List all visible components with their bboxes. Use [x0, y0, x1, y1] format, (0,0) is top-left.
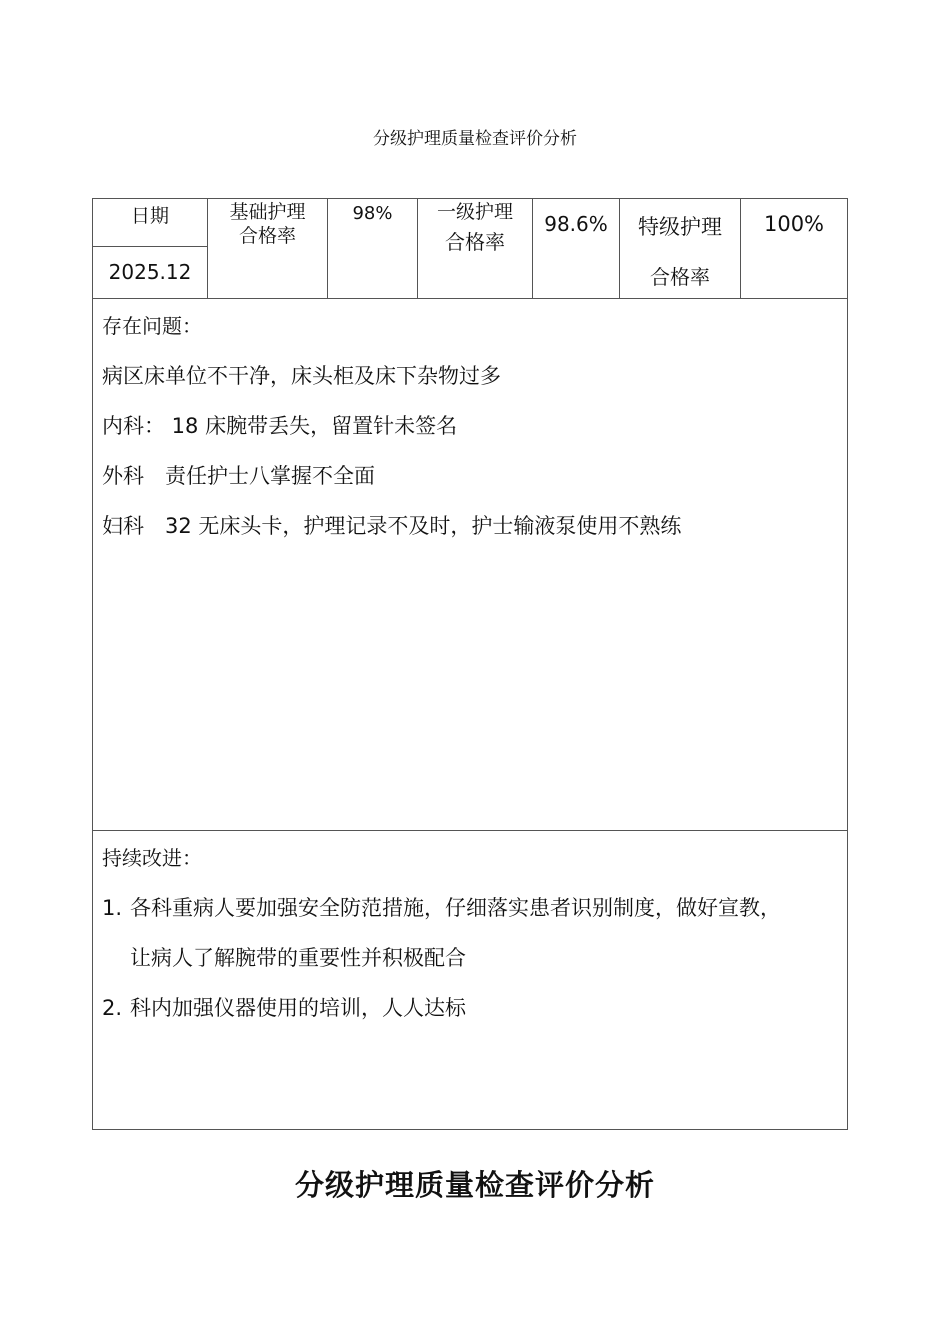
level1-care-label-line2: 合格率 — [445, 230, 505, 254]
special-care-label-line2: 合格率 — [650, 265, 710, 289]
basic-care-rate: 98% — [328, 199, 418, 298]
special-care-label-line1: 特级护理 — [638, 215, 722, 239]
date-value: 2025.12 — [108, 260, 192, 284]
improvement-section — [93, 831, 847, 1129]
item-text: 科内加强仪器使用的培训，人人达标 — [130, 996, 466, 1020]
special-care-rate: 100% — [763, 212, 825, 236]
item-text-continued: 让病人了解腕带的重要性并积极配合 — [130, 946, 466, 970]
special-care-label-cell — [620, 199, 741, 298]
item-number: 2. — [102, 996, 123, 1020]
item-text: 各科重病人要加强安全防范措施，仔细落实患者识别制度，做好宣教， — [130, 896, 781, 920]
level1-care-rate: 98.6% — [533, 199, 620, 298]
improvement-item — [102, 995, 847, 1021]
issue-line: 病区床单位不干净，床头柜及床下杂物过多 — [102, 364, 501, 388]
issues-section — [93, 299, 847, 831]
issue-line: 外科 责任护士八掌握不全面 — [102, 464, 375, 488]
improvement-item — [102, 895, 847, 971]
issue-line: 妇科 32 无床头卡，护理记录不及时，护士输液泵使用不熟练 — [102, 514, 682, 538]
date-cell — [93, 199, 208, 298]
item-number: 1. — [102, 896, 123, 920]
improvement-label: 持续改进： — [102, 846, 202, 870]
header-row — [93, 199, 847, 299]
date-label: 日期 — [93, 199, 207, 247]
issues-label: 存在问题： — [102, 314, 202, 338]
basic-care-label-line2: 合格率 — [238, 225, 296, 247]
evaluation-table — [92, 198, 848, 1130]
level1-care-label-cell — [418, 199, 533, 298]
document-title: 分级护理质量检查评价分析 — [373, 129, 577, 149]
basic-care-label-line1: 基础护理 — [229, 201, 306, 223]
issue-line: 内科： 18 床腕带丢失，留置针未签名 — [102, 414, 458, 438]
footer-title: 分级护理质量检查评价分析 — [294, 1168, 655, 1202]
basic-care-label-cell — [208, 199, 328, 298]
level1-care-label-line1: 一级护理 — [436, 201, 513, 223]
